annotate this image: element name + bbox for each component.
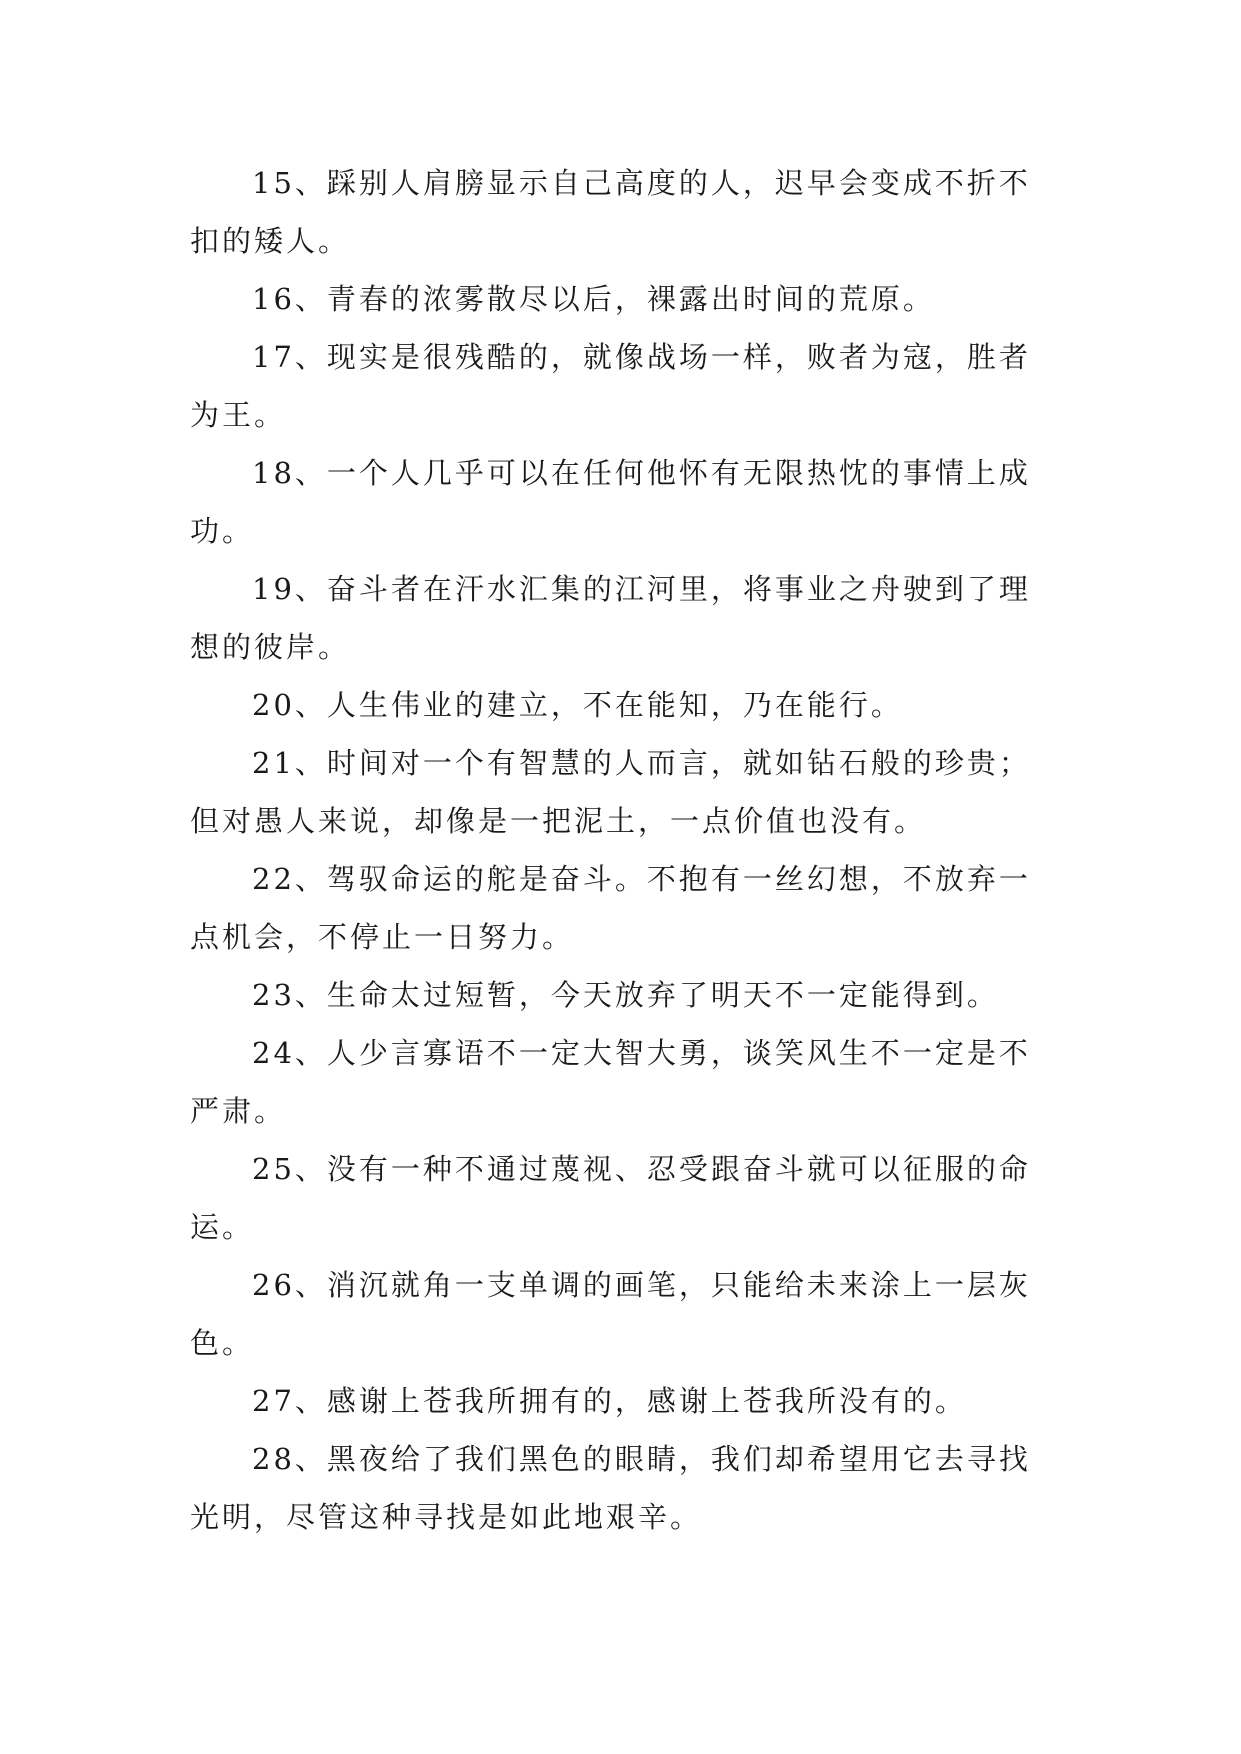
quote-paragraph-27: 27、感谢上苍我所拥有的，感谢上苍我所没有的。: [252, 1384, 967, 1418]
quote-paragraph-15: 15、踩别人肩膀显示自己高度的人，迟早会变成不折不扣的矮人。: [190, 166, 1031, 258]
quote-paragraph-26: 26、消沉就角一支单调的画笔，只能给未来涂上一层灰色。: [190, 1268, 1031, 1360]
quote-paragraph-19: 19、奋斗者在汗水汇集的江河里，将事业之舟驶到了理想的彼岸。: [190, 572, 1031, 664]
quote-paragraph-16: 16、青春的浓雾散尽以后，裸露出时间的荒原。: [252, 282, 935, 316]
quote-paragraph-28: 28、黑夜给了我们黑色的眼睛，我们却希望用它去寻找光明，尽管这种寻找是如此地艰辛。: [190, 1442, 1031, 1534]
quote-paragraph-21: 21、时间对一个有智慧的人而言，就如钻石般的珍贵；但对愚人来说，却像是一把泥土，一点价值也没有。: [190, 746, 1031, 838]
quote-paragraph-22: 22、驾驭命运的舵是奋斗。不抱有一丝幻想，不放弃一点机会，不停止一日努力。: [190, 862, 1031, 954]
quote-paragraph-18: 18、一个人几乎可以在任何他怀有无限热忱的事情上成功。: [190, 456, 1031, 548]
quote-paragraph-20: 20、人生伟业的建立，不在能知，乃在能行。: [252, 688, 903, 722]
quote-paragraph-23: 23、生命太过短暂，今天放弃了明天不一定能得到。: [252, 978, 999, 1012]
quote-paragraph-17: 17、现实是很残酷的，就像战场一样，败者为寇，胜者为王。: [190, 340, 1031, 432]
quote-paragraph-25: 25、没有一种不通过蔑视、忍受跟奋斗就可以征服的命运。: [190, 1152, 1031, 1244]
quote-paragraph-24: 24、人少言寡语不一定大智大勇，谈笑风生不一定是不严肃。: [190, 1036, 1031, 1128]
document-body: [190, 154, 1050, 1546]
